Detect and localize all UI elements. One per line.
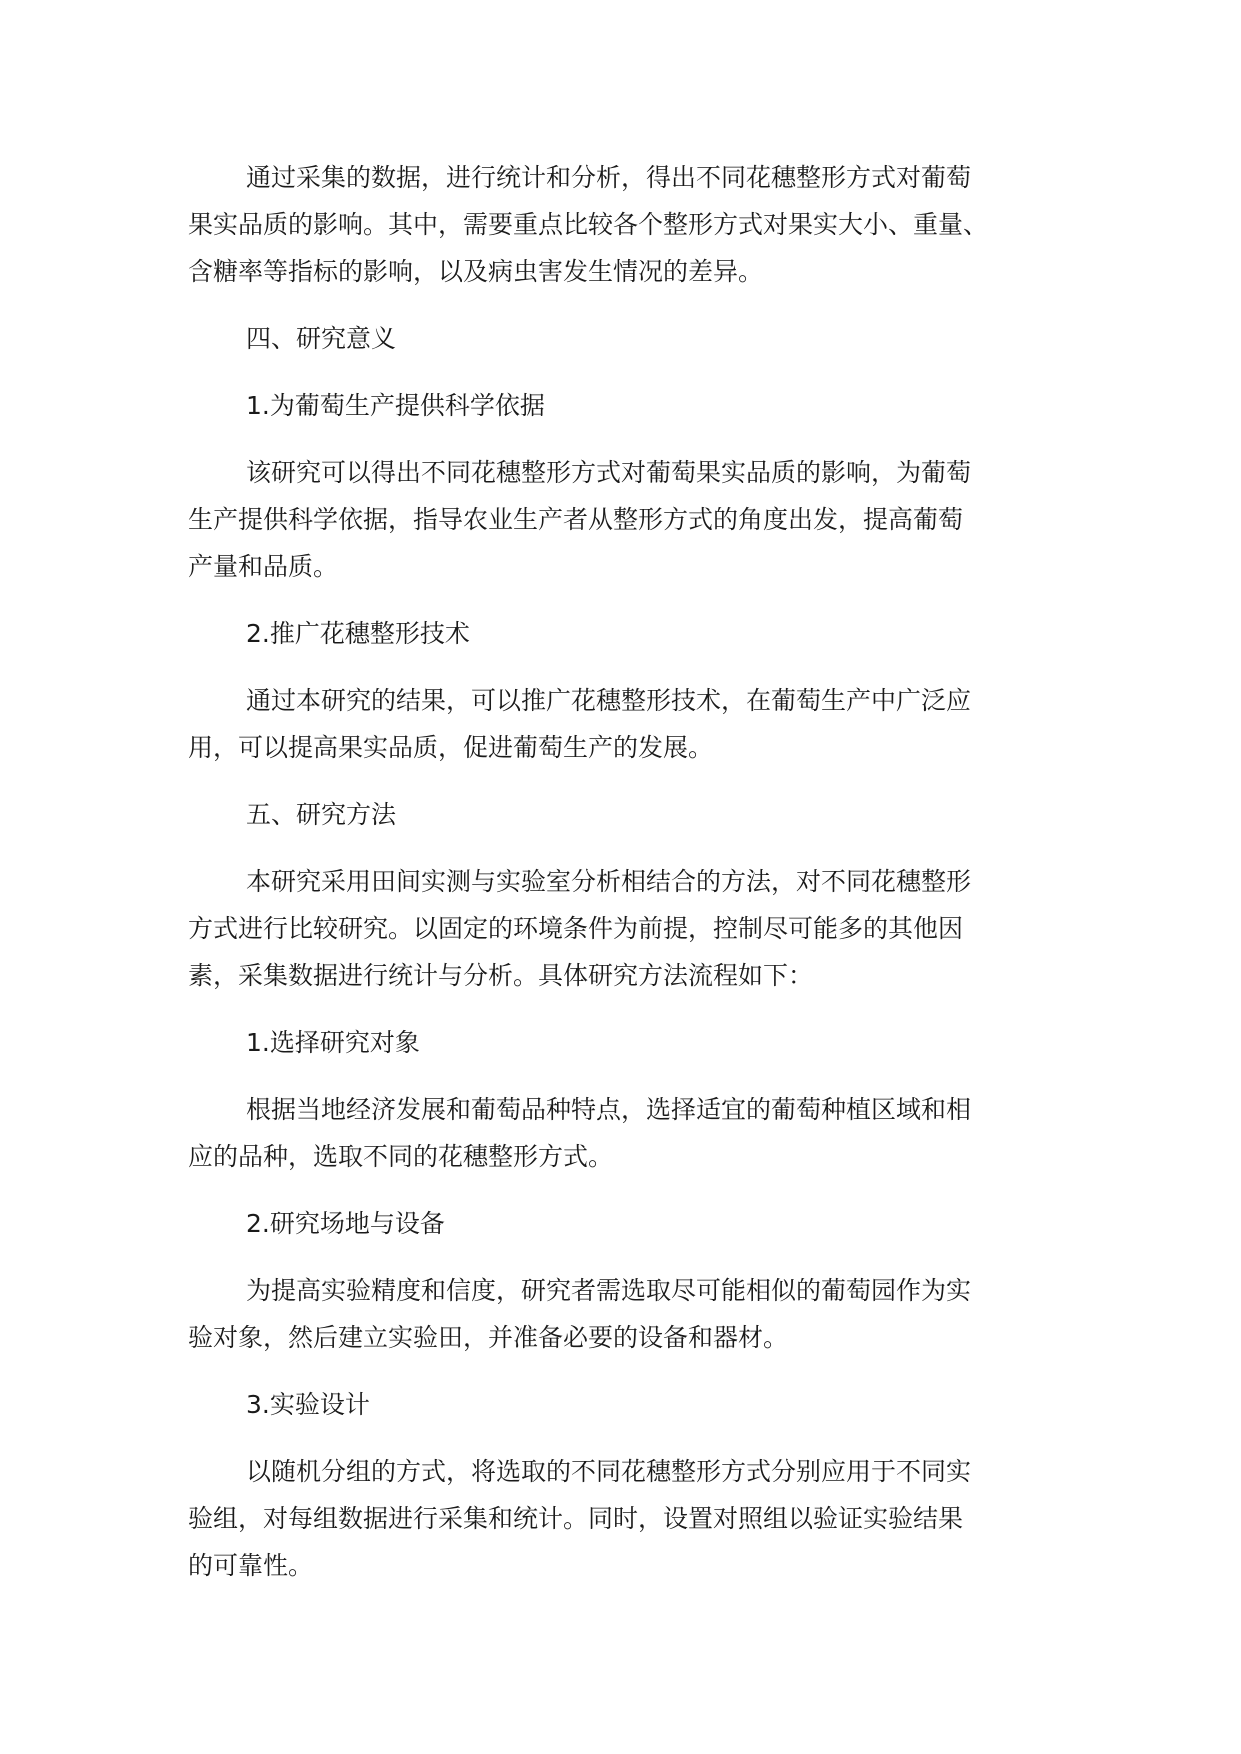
text-line: 通过采集的数据，进行统计和分析，得出不同花穗整形方式对葡萄 xyxy=(246,163,972,192)
heading-text: 四、研究意义 xyxy=(246,324,397,353)
paragraph-promote-technique xyxy=(188,677,1068,771)
subheading-promote-technique xyxy=(188,610,1068,657)
text-line: 验对象，然后建立实验田，并准备必要的设备和器材。 xyxy=(188,1323,789,1352)
subheading-site-equipment xyxy=(188,1200,1068,1247)
heading-text: 五、研究方法 xyxy=(246,800,397,829)
section-heading-methods xyxy=(188,791,1068,838)
text-line: 通过本研究的结果，可以推广花穗整形技术，在葡萄生产中广泛应 xyxy=(246,686,972,715)
text-line: 本研究采用田间实测与实验室分析相结合的方法，对不同花穗整形 xyxy=(246,867,972,896)
paragraph-site-equipment xyxy=(188,1267,1068,1361)
heading-text: 2.研究场地与设备 xyxy=(246,1209,445,1238)
heading-text: 3.实验设计 xyxy=(246,1390,370,1419)
document-page xyxy=(188,154,1068,1589)
text-line: 素，采集数据进行统计与分析。具体研究方法流程如下： xyxy=(188,961,814,990)
subheading-scientific-basis xyxy=(188,382,1068,429)
text-line: 用，可以提高果实品质，促进葡萄生产的发展。 xyxy=(188,733,714,762)
subheading-experiment-design xyxy=(188,1381,1068,1428)
text-line: 生产提供科学依据，指导农业生产者从整形方式的角度出发，提高葡萄 xyxy=(188,505,964,534)
text-line: 果实品质的影响。其中，需要重点比较各个整形方式对果实大小、重量、 xyxy=(188,210,989,239)
subheading-select-subject xyxy=(188,1019,1068,1066)
text-line: 根据当地经济发展和葡萄品种特点，选择适宜的葡萄种植区域和相 xyxy=(246,1095,972,1124)
text-line: 应的品种，选取不同的花穗整形方式。 xyxy=(188,1142,614,1171)
heading-text: 1.为葡萄生产提供科学依据 xyxy=(246,391,545,420)
paragraph-methods xyxy=(188,858,1068,999)
text-line: 该研究可以得出不同花穗整形方式对葡萄果实品质的影响，为葡萄 xyxy=(246,458,972,487)
text-line: 方式进行比较研究。以固定的环境条件为前提，控制尽可能多的其他因 xyxy=(188,914,964,943)
paragraph-scientific-basis xyxy=(188,449,1068,590)
section-heading-significance xyxy=(188,315,1068,362)
text-line: 为提高实验精度和信度，研究者需选取尽可能相似的葡萄园作为实 xyxy=(246,1276,972,1305)
heading-text: 2.推广花穗整形技术 xyxy=(246,619,470,648)
text-line: 以随机分组的方式，将选取的不同花穗整形方式分别应用于不同实 xyxy=(246,1457,972,1486)
text-line: 验组，对每组数据进行采集和统计。同时，设置对照组以验证实验结果 xyxy=(188,1504,964,1533)
text-line: 产量和品质。 xyxy=(188,552,339,581)
paragraph-experiment-design xyxy=(188,1448,1068,1589)
paragraph-data-analysis xyxy=(188,154,1068,295)
text-line: 的可靠性。 xyxy=(188,1551,314,1580)
paragraph-select-subject xyxy=(188,1086,1068,1180)
text-line: 含糖率等指标的影响，以及病虫害发生情况的差异。 xyxy=(188,257,764,286)
heading-text: 1.选择研究对象 xyxy=(246,1028,420,1057)
